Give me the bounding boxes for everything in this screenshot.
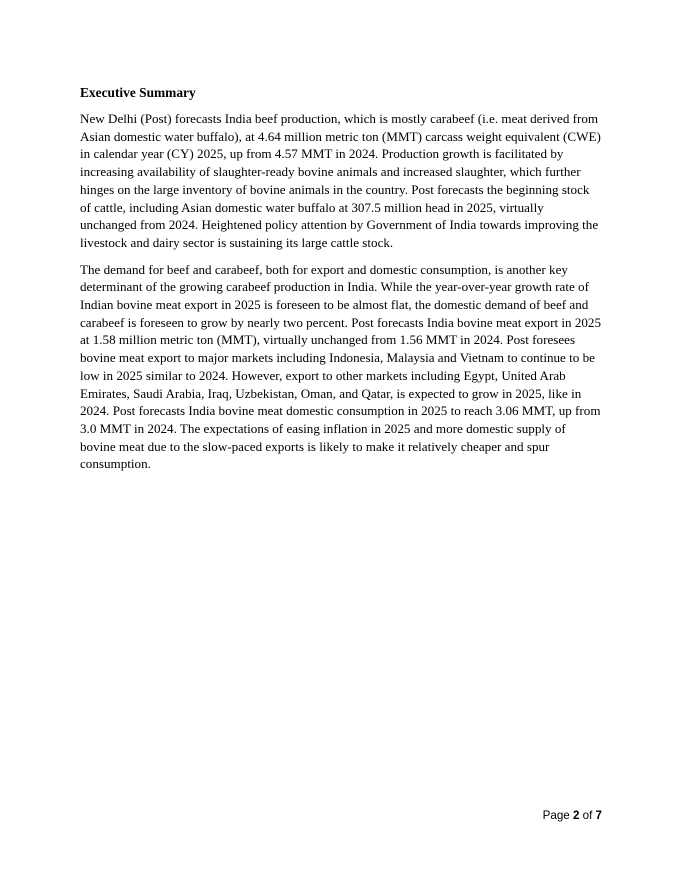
page-total: 7 <box>595 809 602 822</box>
paragraph-production: New Delhi (Post) forecasts India beef production, which is mostly carabeef (i.e. meat derived from Asian domestic water buffalo), at 4.64 million metric ton (MMT) carcass weight equivalent (CWE) in calendar year (CY) 2025, up from 4.57 MMT in 2024. Production growth is facilitated by increasing availability of slaughter-ready bovine animals and increased slaughter, which further hinges on the large inventory of bovine animals in the country. Post forecasts the beginning stock of cattle, including Asian domestic water buffalo at 307.5 million head in 2025, virtually unchanged from 2024. Heightened policy attention by Government of India towards improving the livestock and dairy sector is sustaining its large cattle stock. <box>80 111 601 250</box>
paragraph-demand: The demand for beef and carabeef, both for export and domestic consumption, is another key determinant of the growing carabeef production in India. While the year-over-year growth rate of Indian bovine meat export in 2025 is foreseen to be almost flat, the domestic demand of beef and carabeef is foreseen to grow by nearly two percent. Post forecasts India bovine meat export in 2025 at 1.58 million metric ton (MMT), virtually unchanged from 1.56 MMT in 2024. Post foresees bovine meat export to major markets including Indonesia, Malaysia and Vietnam to continue to be low in 2025 similar to 2024. However, export to other markets including Egypt, United Arab Emirates, Saudi Arabia, Iraq, Uzbekistan, Oman, and Qatar, is expected to grow in 2025, like in 2024. Post forecasts India bovine meat domestic consumption in 2025 to reach 3.06 MMT, up from 3.0 MMT in 2024. The expectations of easing inflation in 2025 and more domestic supply of bovine meat due to the slow-paced exports is likely to make it relatively cheaper and spur consumption. <box>80 261 602 472</box>
section-heading: Executive Summary <box>80 85 196 100</box>
of-label: of <box>582 809 593 822</box>
document-body <box>80 84 602 482</box>
page-current: 2 <box>572 809 580 822</box>
page-label: Page <box>542 809 570 822</box>
page-number <box>530 808 602 824</box>
